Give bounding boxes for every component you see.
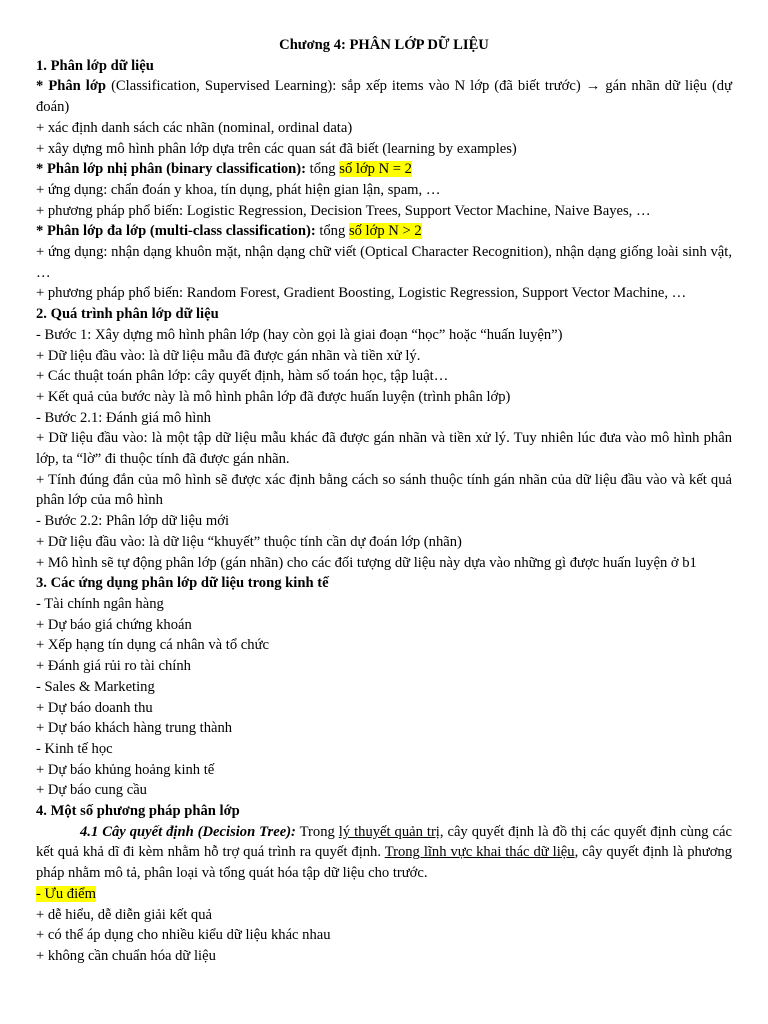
list-item: + xác định danh sách các nhãn (nominal, ordinal data) [36,119,353,136]
decision-tree-label: 4.1 Cây quyết định (Decision Tree): [80,823,296,840]
binary-highlight: số lớp N = 2 [339,161,412,178]
classification-definition [36,76,732,117]
section-1-heading: 1. Phân lớp dữ liệu [36,57,154,74]
list-item: - Bước 2.1: Đánh giá mô hình [36,409,211,426]
list-item: + Đánh giá rủi ro tài chính [36,658,191,675]
section-3-heading: 3. Các ứng dụng phân lớp dữ liệu trong kinh tế [36,575,329,592]
binary-classification [36,159,732,180]
decision-tree-paragraph [36,822,732,884]
list-item: + dễ hiểu, dễ diễn giải kết quả [36,906,213,923]
list-item: + Các thuật toán phân lớp: cây quyết định, hàm số toán học, tập luật… [36,368,449,385]
list-item: + Mô hình sẽ tự động phân lớp (gán nhãn) cho các đối tượng dữ liệu này dựa vào những gì được huấn luyện ở b1 [36,554,697,571]
list-item: + Dữ liệu đầu vào: là dữ liệu “khuyết” thuộc tính cần dự đoán lớp (nhãn) [36,533,462,550]
list-item: + Dự báo khủng hoảng kinh tế [36,761,215,778]
list-item: + ứng dụng: nhận dạng khuôn mặt, nhận dạng chữ viết (Optical Character Recognition), nhận dạng giống loài sinh vật, … [36,244,732,281]
multiclass-classification [36,221,732,242]
multiclass-pre: tổng [315,223,349,240]
section-4-heading: 4. Một số phương pháp phân lớp [36,803,240,820]
list-item: + Dữ liệu đầu vào: là một tập dữ liệu mẫu khác đã được gán nhãn và tiền xử lý. Tuy nhiên lúc đưa vào mô hình phân lớp, ta “lờ” đi thuộc tính đã được gán nhãn. [36,430,732,468]
list-item: - Bước 1: Xây dựng mô hình phân lớp (hay còn gọi là giai đoạn “học” hoặc “huấn luyện”) [36,326,563,343]
list-item: + phương pháp phổ biến: Logistic Regression, Decision Trees, Support Vector Machine, Naive Bayes, … [36,202,651,219]
decision-tree-text-3: , cây quyết định là phương pháp nhằm mô tả, phân loại và tổng quát hóa tập dữ liệu cho trước. [36,844,733,882]
list-item: - Tài chính ngân hàng [36,595,164,612]
list-item: + Dự báo cung cầu [36,782,147,799]
list-item: + Xếp hạng tín dụng cá nhân và tổ chức [36,637,269,654]
list-item: - Bước 2.2: Phân lớp dữ liệu mới [36,513,230,530]
list-item: + không cần chuẩn hóa dữ liệu [36,947,216,964]
list-item: + có thể áp dụng cho nhiều kiểu dữ liệu khác nhau [36,927,331,944]
list-item: + ứng dụng: chẩn đoán y khoa, tín dụng, phát hiện gian lận, spam, … [36,181,441,198]
binary-label: * Phân lớp nhị phân (binary classification): [36,161,307,178]
chapter-title: Chương 4: PHÂN LỚP DỮ LIỆU [279,37,489,53]
decision-tree-underline-1: lý thuyết quản trị [338,823,440,840]
advantages-label: - Ưu điểm [36,885,96,902]
binary-pre: tổng [306,161,340,178]
advantages-heading [36,884,732,905]
list-item: + phương pháp phổ biến: Random Forest, Gradient Boosting, Logistic Regression, Support Vector Machine, … [36,285,687,302]
classification-label: * Phân lớp [36,78,107,95]
list-item: + xây dựng mô hình phân lớp dựa trên các quan sát đã biết (learning by examples) [36,140,517,157]
classification-text: (Classification, Supervised Learning): sắp xếp items vào N lớp (đã biết trước) → gán nhãn dữ liệu (dự đoán) [36,78,733,116]
list-item: + Kết quả của bước này là mô hình phân lớp đã được huấn luyện (trình phân lớp) [36,388,511,405]
multiclass-label: * Phân lớp đa lớp (multi-class classification): [36,223,316,240]
list-item: + Dữ liệu đầu vào: là dữ liệu mẫu đã được gán nhãn và tiền xử lý. [36,347,421,364]
list-item: - Sales & Marketing [36,678,155,695]
list-item: + Tính đúng đắn của mô hình sẽ được xác định bằng cách so sánh thuộc tính gán nhãn của dữ liệu đầu vào và kết quả phân lớp của mô hình [36,471,732,509]
decision-tree-text-2: , cây quyết định là đồ thị các quyết định cùng các kết quả khả dĩ đi kèm nhằm hỗ trợ quá trình ra quyết định. [36,823,732,861]
list-item: + Dự báo doanh thu [36,699,153,716]
list-item: + Dự báo khách hàng trung thành [36,720,233,737]
list-item: + Dự báo giá chứng khoán [36,616,192,633]
list-item: - Kinh tế học [36,740,113,757]
decision-tree-text-1: Trong [295,823,339,840]
multiclass-highlight: số lớp N > 2 [348,223,422,240]
decision-tree-underline-2: Trong lĩnh vực khai thác dữ liệu [384,844,575,861]
section-2-heading: 2. Quá trình phân lớp dữ liệu [36,306,219,323]
